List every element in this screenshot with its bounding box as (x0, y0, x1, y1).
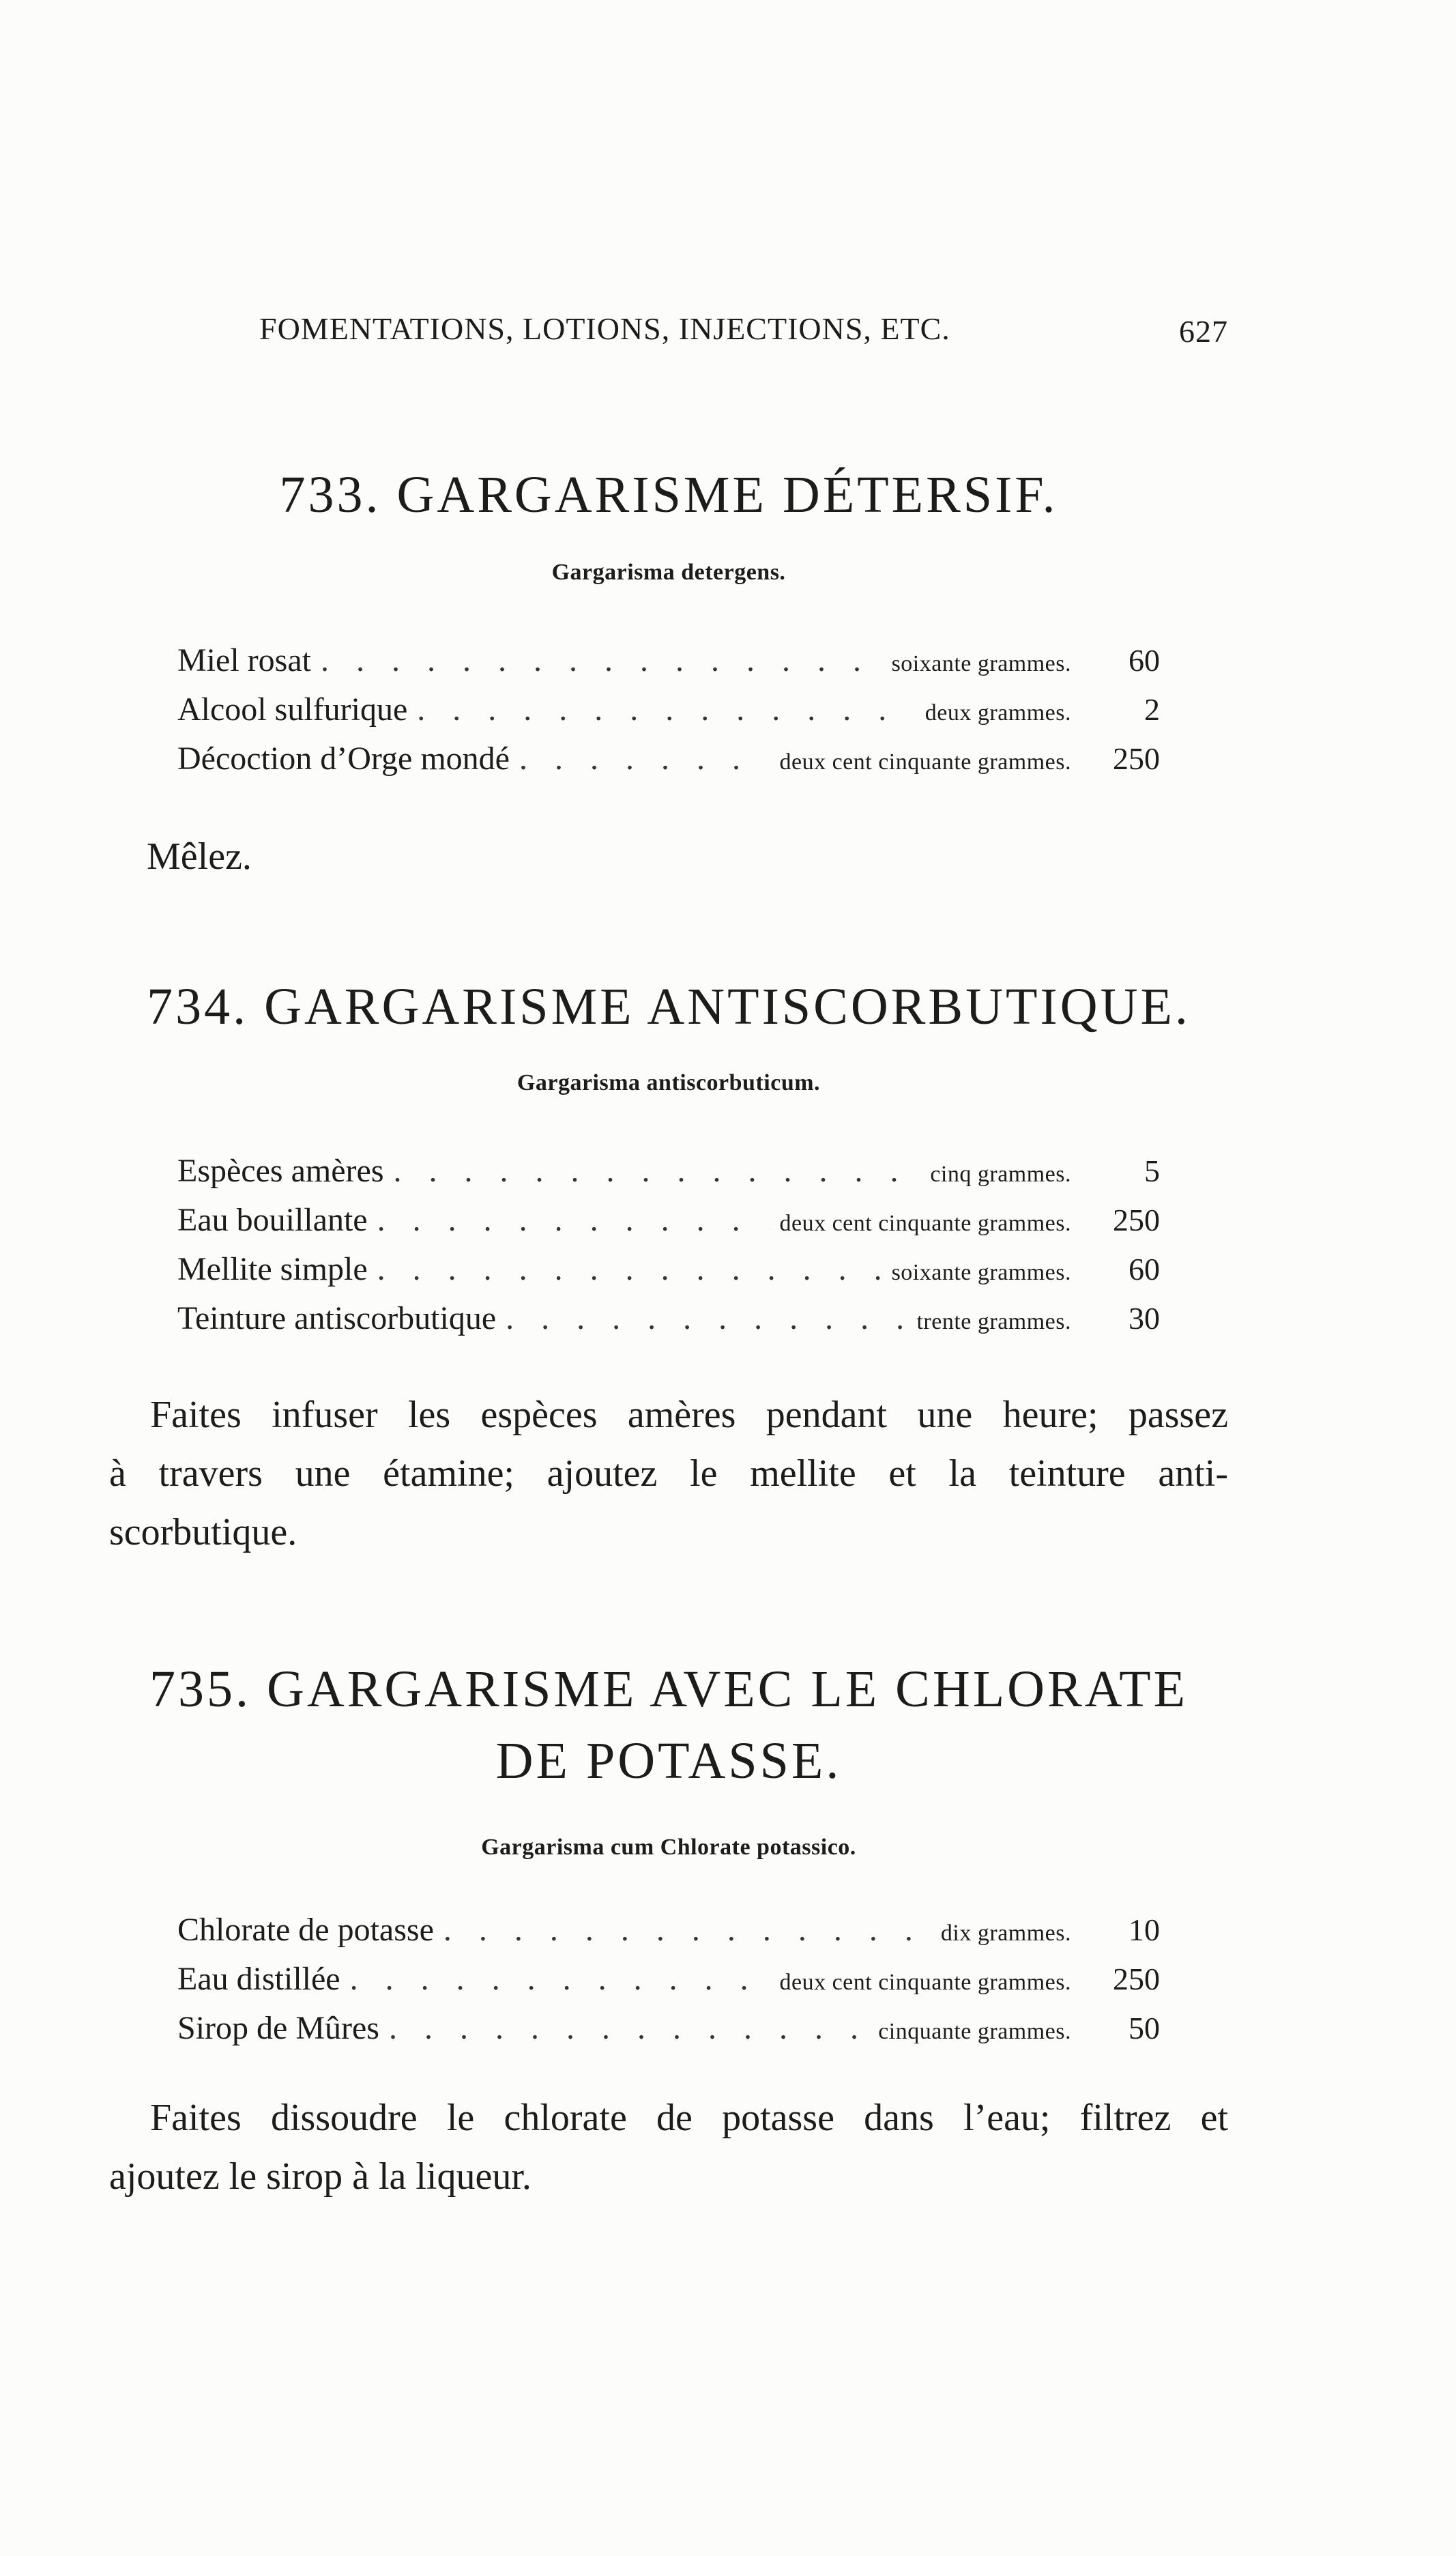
ingredient-name: Décoction d’Orge mondé (177, 741, 510, 777)
directions-line: scorbutique. (109, 1511, 297, 1553)
directions-line: Mêlez. (147, 835, 252, 878)
quantity: 60 (1129, 1252, 1160, 1287)
quantity: 10 (1129, 1912, 1160, 1947)
ingredient-row (177, 740, 1160, 789)
section-heading-735-line2: DE POTASSE. (495, 1732, 842, 1790)
dot-leader (506, 1299, 907, 1337)
dot-leader (443, 1911, 931, 1949)
ingredient-row (177, 1960, 1160, 2009)
ingredient-name: Espèces amères (177, 1153, 384, 1189)
directions-line: Faites infuser les espèces amères pendant une heure; passez (150, 1394, 1228, 1436)
ingredient-name: Miel rosat (177, 642, 311, 678)
running-head-title: FOMENTATIONS, LOTIONS, INJECTIONS, ETC. (259, 311, 950, 346)
dot-leader (417, 691, 916, 728)
section-heading-735-line1: 735. GARGARISME AVEC LE CHLORATE (149, 1661, 1189, 1718)
dot-leader (389, 2009, 869, 2047)
quantity: 60 (1129, 643, 1160, 678)
amount-in-words: cinq grammes. (930, 1162, 1071, 1187)
ingredient-row (177, 1299, 1160, 1349)
amount-in-words: deux cent cinquante grammes. (779, 749, 1071, 775)
latin-name-734: Gargarisma antiscorbuticum. (516, 1070, 821, 1095)
directions-line: à travers une étamine; ajoutez le mellite et la teinture anti- (109, 1452, 1228, 1495)
quantity: 30 (1129, 1301, 1160, 1336)
ingredient-name: Sirop de Mûres (177, 2010, 379, 2046)
dot-leader (377, 1250, 882, 1288)
ingredient-row (177, 1201, 1160, 1250)
amount-in-words: deux grammes. (924, 700, 1071, 726)
directions-735 (109, 2088, 1228, 2206)
ingredient-row (177, 691, 1160, 740)
ingredient-name: Eau distillée (177, 1961, 340, 1997)
amount-in-words: deux cent cinquante grammes. (779, 1211, 1071, 1236)
directions-line: ajoutez le sirop à la liqueur. (109, 2155, 532, 2198)
quantity: 250 (1113, 1203, 1160, 1237)
page-number: 627 (1179, 314, 1228, 349)
ingredient-name: Chlorate de potasse (177, 1912, 434, 1948)
quantity: 5 (1144, 1153, 1160, 1188)
ingredient-name: Mellite simple (177, 1251, 368, 1287)
section-heading-734: 734. GARGARISME ANTISCORBUTIQUE. (147, 978, 1191, 1035)
amount-in-words: trente grammes. (916, 1309, 1071, 1334)
recipe-734 (177, 1152, 1160, 1349)
dot-leader (394, 1152, 921, 1190)
dot-leader (350, 1960, 770, 1998)
amount-in-words: cinquante grammes. (878, 2019, 1071, 2044)
amount-in-words: deux cent cinquante grammes. (779, 1970, 1071, 1995)
amount-in-words: soixante grammes. (891, 1260, 1071, 1285)
directions-line: Faites dissoudre le chlorate de potasse dans l’eau; filtrez et (150, 2097, 1228, 2139)
latin-name-735: Gargarisma cum Chlorate potassico. (481, 1835, 856, 1860)
ingredient-row (177, 1152, 1160, 1201)
recipe-735 (177, 1911, 1160, 2058)
amount-in-words: soixante grammes. (891, 651, 1071, 676)
ingredient-row (177, 642, 1160, 691)
dot-leader (321, 642, 882, 679)
ingredient-name: Eau bouillante (177, 1202, 368, 1238)
directions-734 (109, 1385, 1228, 1562)
quantity: 2 (1144, 692, 1160, 727)
amount-in-words: dix grammes. (940, 1921, 1071, 1946)
running-head (259, 311, 1228, 365)
dot-leader (377, 1201, 770, 1239)
ingredient-row (177, 1250, 1160, 1299)
recipe-733 (177, 642, 1160, 789)
section-heading-733: 733. GARGARISME DÉTERSIF. (279, 466, 1058, 523)
latin-name-733: Gargarisma detergens. (551, 560, 786, 585)
directions-733 (147, 827, 1238, 886)
quantity: 250 (1113, 741, 1160, 776)
ingredient-row (177, 2009, 1160, 2058)
dot-leader (519, 740, 770, 777)
ingredient-row (177, 1911, 1160, 1960)
ingredient-name: Teinture antiscorbutique (177, 1300, 497, 1336)
quantity: 50 (1129, 2011, 1160, 2045)
ingredient-name: Alcool sulfurique (177, 691, 408, 728)
quantity: 250 (1113, 1962, 1160, 1996)
